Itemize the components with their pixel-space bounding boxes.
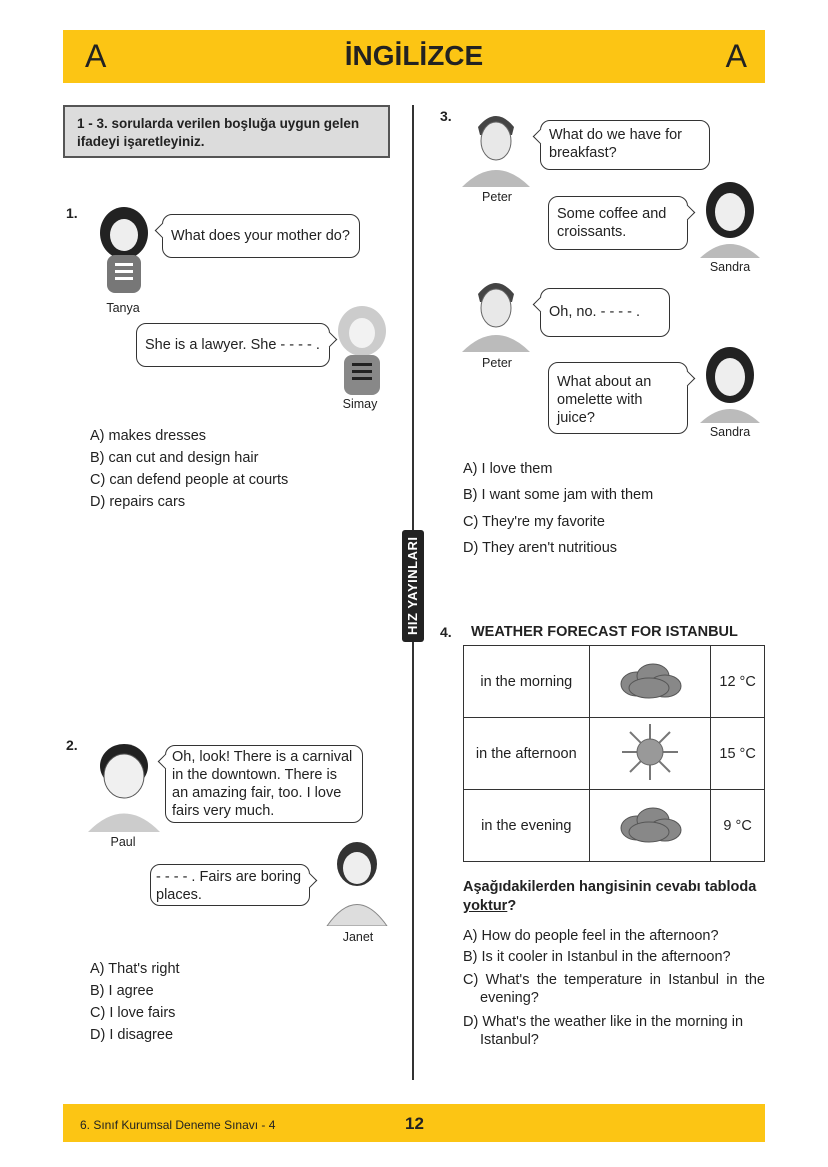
answer-option[interactable]: C) can defend people at courts (90, 472, 289, 488)
question-number: 1. (66, 205, 78, 221)
answer-option[interactable]: C) They're my favorite (463, 514, 605, 530)
man-avatar-icon (462, 105, 530, 187)
page-number: 12 (405, 1114, 424, 1133)
answer-option[interactable]: D) repairs cars (90, 494, 186, 510)
cloud-icon (615, 660, 685, 700)
speaker-name: Sandra (709, 425, 751, 439)
temperature-cell: 15 °C (711, 718, 765, 790)
page-title: İNGİLİZCE (344, 40, 484, 71)
answer-option[interactable]: B) I agree (90, 983, 154, 999)
speech-bubble: What does your mother do? (162, 214, 360, 258)
man-avatar-icon (462, 272, 530, 352)
speech-bubble: Oh, no. - - - - . (540, 288, 670, 337)
girl-avatar-icon (332, 305, 392, 395)
instruction-box: 1 - 3. sorularda verilen boşluğa uygun gelen ifadeyi işaretleyiniz. (63, 105, 390, 158)
answer-option[interactable]: C) I love fairs (90, 1005, 176, 1021)
booklet-letter-right: A (725, 38, 747, 74)
speaker-name: Paul (110, 835, 136, 849)
girl-avatar-icon (322, 838, 392, 926)
time-cell: in the evening (464, 790, 590, 862)
woman-avatar-icon (695, 180, 765, 258)
question-number: 4. (440, 624, 452, 640)
temperature-cell: 9 °C (711, 790, 765, 862)
girl-avatar-icon (95, 205, 153, 293)
answer-option[interactable]: B) Is it cooler in Istanbul in the afternoon? (463, 949, 731, 965)
table-row (464, 646, 765, 718)
answer-option[interactable]: A) I love them (463, 461, 553, 477)
speech-bubble: Some coffee and croissants. (548, 196, 688, 250)
speech-bubble: What about an omelette with juice? (548, 362, 688, 434)
speaker-name: Peter (482, 356, 512, 370)
speaker-name: Simay (342, 397, 378, 411)
speech-bubble: She is a lawyer. She - - - - . (136, 323, 330, 367)
speaker-name: Sandra (709, 260, 751, 274)
answer-option[interactable]: D) I disagree (90, 1027, 174, 1043)
exam-name: 6. Sınıf Kurumsal Deneme Sınavı - 4 (80, 1118, 276, 1132)
speech-bubble: Oh, look! There is a carnival in the downtown. There is an amazing fair, too. I love fairs very much. (165, 745, 363, 823)
publisher-logo: HIZ YAYINLARI (402, 530, 424, 642)
answer-option[interactable]: B) can cut and design hair (90, 450, 259, 466)
speaker-name: Peter (482, 190, 512, 204)
answer-option[interactable]: A) makes dresses (90, 428, 207, 444)
booklet-letter-left: A (85, 38, 107, 74)
answer-option[interactable]: A) How do people feel in the afternoon? (463, 928, 719, 944)
woman-avatar-icon (695, 345, 765, 423)
answer-option[interactable]: D) They aren't nutritious (463, 540, 618, 556)
table-row (464, 790, 765, 862)
speaker-name: Tanya (106, 301, 140, 315)
speaker-name: Janet (342, 930, 374, 944)
boy-avatar-icon (88, 740, 160, 832)
question-number: 2. (66, 737, 78, 753)
speech-bubble: What do we have for breakfast? (540, 120, 710, 170)
answer-option[interactable]: A) That's right (90, 961, 180, 977)
answer-option[interactable]: D) What's the weather like in the morning in Istanbul? (463, 1014, 744, 1048)
question-number: 3. (440, 108, 452, 124)
answer-option[interactable]: B) I want some jam with them (463, 487, 654, 503)
speech-bubble: - - - - . Fairs are boring places. (150, 864, 310, 906)
cloud-icon (615, 804, 685, 844)
footer-band (63, 1104, 765, 1142)
table-title: WEATHER FORECAST FOR ISTANBUL (471, 624, 738, 640)
time-cell: in the afternoon (464, 718, 590, 790)
weather-table (463, 645, 765, 862)
time-cell: in the morning (464, 646, 590, 718)
temperature-cell: 12 °C (711, 646, 765, 718)
answer-option[interactable]: C) What's the temperature in Istanbul in the evening? (463, 972, 765, 1006)
sun-icon (620, 722, 680, 782)
header-band (63, 30, 765, 83)
table-row (464, 718, 765, 790)
question-text: Aşağıdakilerden hangisinin cevabı tabloda yoktur? (463, 879, 757, 914)
